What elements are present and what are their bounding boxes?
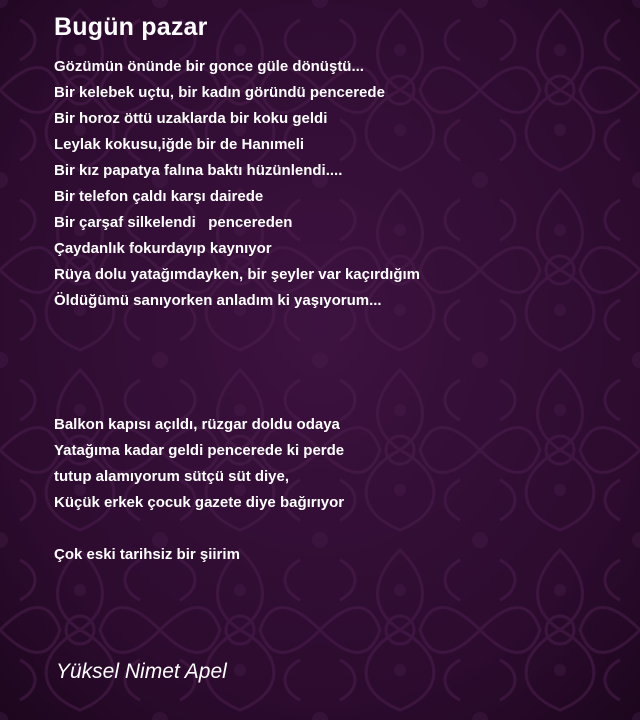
poem-stanza: [54, 542, 240, 568]
poem-line: Bir horoz öttü uzaklarda bir koku geldi: [54, 110, 328, 127]
poem-line: Bir kelebek uçtu, bir kadın göründü pencerede: [54, 84, 385, 101]
poem-stanza: [54, 54, 420, 314]
poem-title: Bugün pazar: [54, 13, 208, 41]
poem-line: Gözümün önünde bir gonce güle dönüştü...: [54, 58, 364, 75]
poem-line: Leylak kokusu,iğde bir de Hanımeli: [54, 136, 305, 153]
poem-line: Bir telefon çaldı karşı dairede: [54, 188, 264, 205]
poem-line: Öldüğümü sanıyorken anladım ki yaşıyorum...: [54, 292, 382, 309]
poem-line: tutup alamıyorum sütçü süt diye,: [54, 468, 290, 485]
poem-line: Küçük erkek çocuk gazete diye bağırıyor: [54, 494, 345, 511]
poem-line: Çaydanlık fokurdayıp kaynıyor: [54, 240, 272, 257]
poem-author: Yüksel Nimet Apel: [56, 660, 227, 683]
poem-stanza: [54, 412, 344, 516]
poem-line: Balkon kapısı açıldı, rüzgar doldu odaya: [54, 416, 340, 433]
poem-line: Rüya dolu yatağımdayken, bir şeyler var kaçırdığım: [54, 266, 420, 283]
poem-line: Yatağıma kadar geldi pencerede ki perde: [54, 442, 345, 459]
poem-line: Bir çarşaf silkelendi pencereden: [54, 214, 293, 231]
poem-line: Bir kız papatya falına baktı hüzünlendi....: [54, 162, 343, 179]
poem-line: Çok eski tarihsiz bir şiirim: [54, 546, 240, 563]
